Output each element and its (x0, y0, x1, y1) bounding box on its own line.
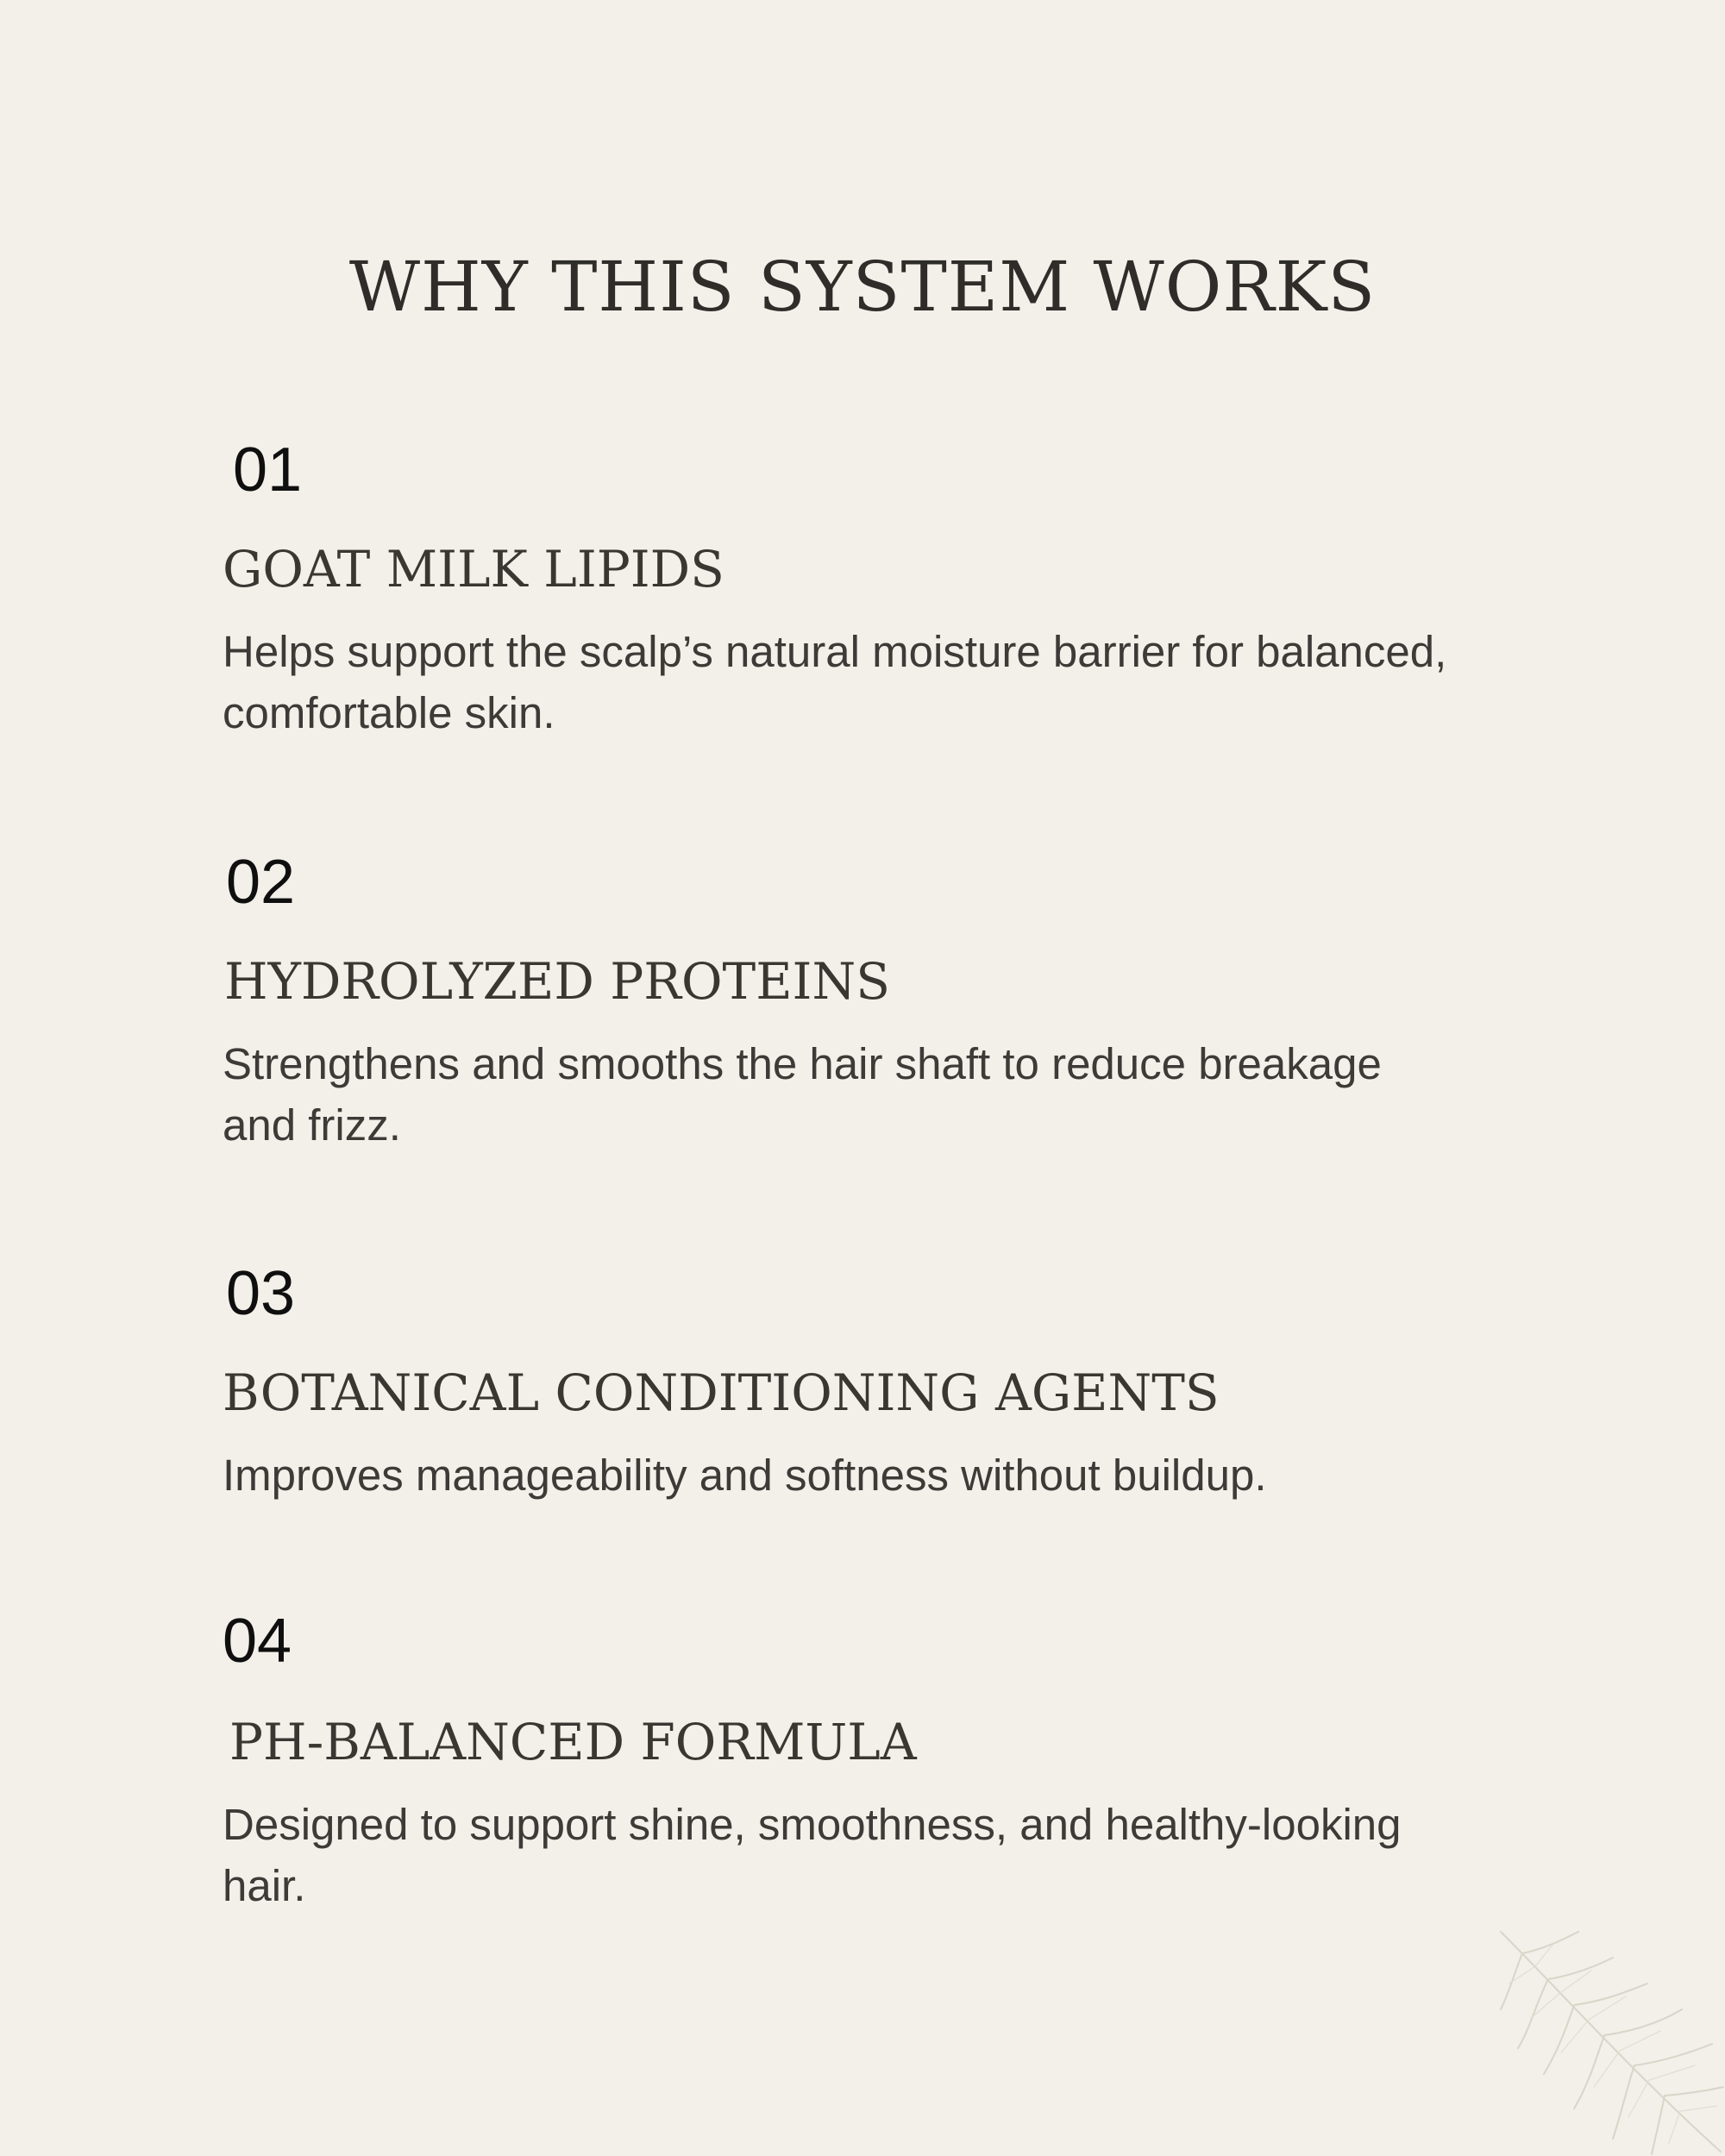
item-description: Strengthens and smooths the hair shaft to reduce breakage and frizz. (223, 1039, 1382, 1150)
item-description: Improves manageability and softness without buildup. (223, 1451, 1267, 1500)
item-description: Designed to support shine, smoothness, and healthy-looking hair. (223, 1800, 1402, 1910)
item-number: 02 (226, 848, 296, 917)
item-heading: BOTANICAL CONDITIONING AGENTS (223, 1363, 1220, 1422)
item-number: 01 (233, 436, 303, 505)
item-heading: GOAT MILK LIPIDS (223, 540, 724, 599)
item-description: Helps support the scalp’s natural moisture barrier for balanced, comfortable skin. (223, 627, 1447, 737)
leaf-branch-icon (1484, 1923, 1725, 2156)
item-heading: HYDROLYZED PROTEINS (224, 952, 890, 1011)
item-number: 03 (226, 1259, 296, 1328)
item-heading: PH-BALANCED FORMULA (229, 1713, 917, 1771)
item-number: 04 (223, 1607, 292, 1676)
page-title: WHY THIS SYSTEM WORKS (348, 247, 1377, 327)
